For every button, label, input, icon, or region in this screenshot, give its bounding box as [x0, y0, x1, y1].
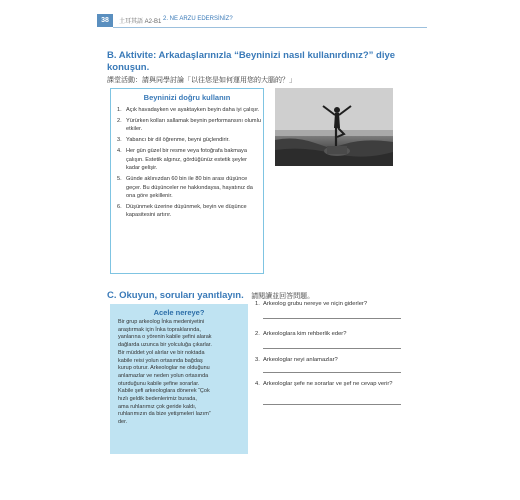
list-item-text: Açık havadayken ve ayaktayken beyin daha iyi çalışır.	[126, 107, 260, 113]
questions-list	[255, 300, 410, 410]
answer-line[interactable]	[263, 318, 401, 319]
meditating-person-photo	[275, 88, 393, 166]
reading-story-box	[110, 304, 248, 454]
unit-title: 2. NE ARZU EDERSİNİZ?	[163, 16, 233, 22]
question-item	[255, 330, 410, 356]
section-c-subtitle: 請閱讀並回答問題。	[251, 292, 315, 300]
story-text: Bir grup arkeolog İnka medeniyetini araştırmak için İnka topraklarında, yanlarına o yörenin kabile şefini alarak dağlarda uzunca bir yolculuğa çıkarlar. Bir müddet yol alırlar ve bir noktada kabile reisi yolun ortasında bağdaş kurup oturur. Arkeologlar ne olduğunu anlamazlar ve neden yolun ortasında oturduğunu kabile şefine sorarlar. Kabile şefi arkeologlara dönerek “Çok hızlı geldik bedenlerimiz burada, ama ruhlarımız çok geride kaldı, ruhlarımızın da bize yetişmeleri lazım” der.	[118, 319, 212, 426]
list-item	[117, 117, 261, 134]
question-item	[255, 356, 410, 380]
question-item	[255, 300, 410, 330]
list-item-text: Yürürken kolları sallamak beynin performansını olumlu etkiler.	[126, 118, 261, 133]
question-number: 4.	[255, 381, 260, 387]
answer-line[interactable]	[263, 348, 401, 349]
list-item-number: 1.	[117, 107, 122, 113]
list-item-text: Yabancı bir dil öğrenme, beyni güçlendirir.	[126, 137, 230, 144]
section-b-title-line2: konuşun.	[107, 62, 150, 73]
list-item-text: Günde aklınızdan 60 bin ile 80 bin arası düşünce geçer. Bu düşünceler ne hakkındaysa, hayatınız da ona göre şekillenir.	[126, 176, 253, 200]
list-item	[117, 175, 261, 200]
section-b-subtitle: 課堂活動：請與同學討論「以往您是如何運用您的大腦的？」	[107, 76, 296, 84]
page-header	[97, 14, 427, 28]
list-item-number: 2.	[117, 118, 122, 124]
question-text: Arkeolog grubu nereye ve niçin giderler?	[263, 301, 368, 307]
list-item	[117, 147, 261, 172]
question-number: 2.	[255, 331, 260, 337]
list-item	[117, 106, 261, 114]
tip-list	[117, 106, 261, 222]
question-text: Arkeologlar şefe ne sorarlar ve şef ne cevap verir?	[263, 381, 393, 387]
list-item	[117, 136, 261, 144]
tip-box	[110, 88, 264, 274]
question-number: 3.	[255, 357, 260, 363]
list-item-text: Düşünmek üzerine düşünmek, beyin ve düşünce kapasitesini artırır.	[126, 204, 247, 219]
section-b-title-line1: B. Aktivite: Arkadaşlarınızla “Beyninizi nasıl kullanırdınız?” diye	[107, 50, 396, 61]
question-item	[255, 380, 410, 410]
section-b	[107, 50, 417, 85]
answer-line[interactable]	[263, 372, 401, 373]
list-item-number: 4.	[117, 148, 122, 155]
header-divider	[113, 27, 427, 28]
list-item-text: Her gün güzel bir resme veya fotoğrafa bakmaya çalışın. Estetik algınız, gördüğünüz estetik şeyler kadar gelişir.	[126, 148, 247, 172]
tip-box-title: Beyninizi doğru kullanın	[143, 93, 231, 102]
page-number: 38	[97, 14, 113, 27]
story-title: Acele nereye?	[153, 308, 205, 317]
list-item	[117, 203, 261, 220]
answer-line[interactable]	[263, 404, 401, 405]
list-item-number: 6.	[117, 204, 122, 211]
list-item-number: 3.	[117, 137, 122, 144]
book-title: 土耳其語 A2-B1	[119, 19, 162, 25]
list-item-number: 5.	[117, 176, 122, 183]
question-text: Arkeologlara kim rehberlik eder?	[263, 331, 347, 337]
section-c-title: C. Okuyun, soruları yanıtlayın.	[107, 290, 244, 301]
question-text: Arkeologlar neyi anlamazlar?	[263, 357, 338, 363]
photo-illustration	[275, 88, 393, 166]
question-number: 1.	[255, 301, 260, 307]
